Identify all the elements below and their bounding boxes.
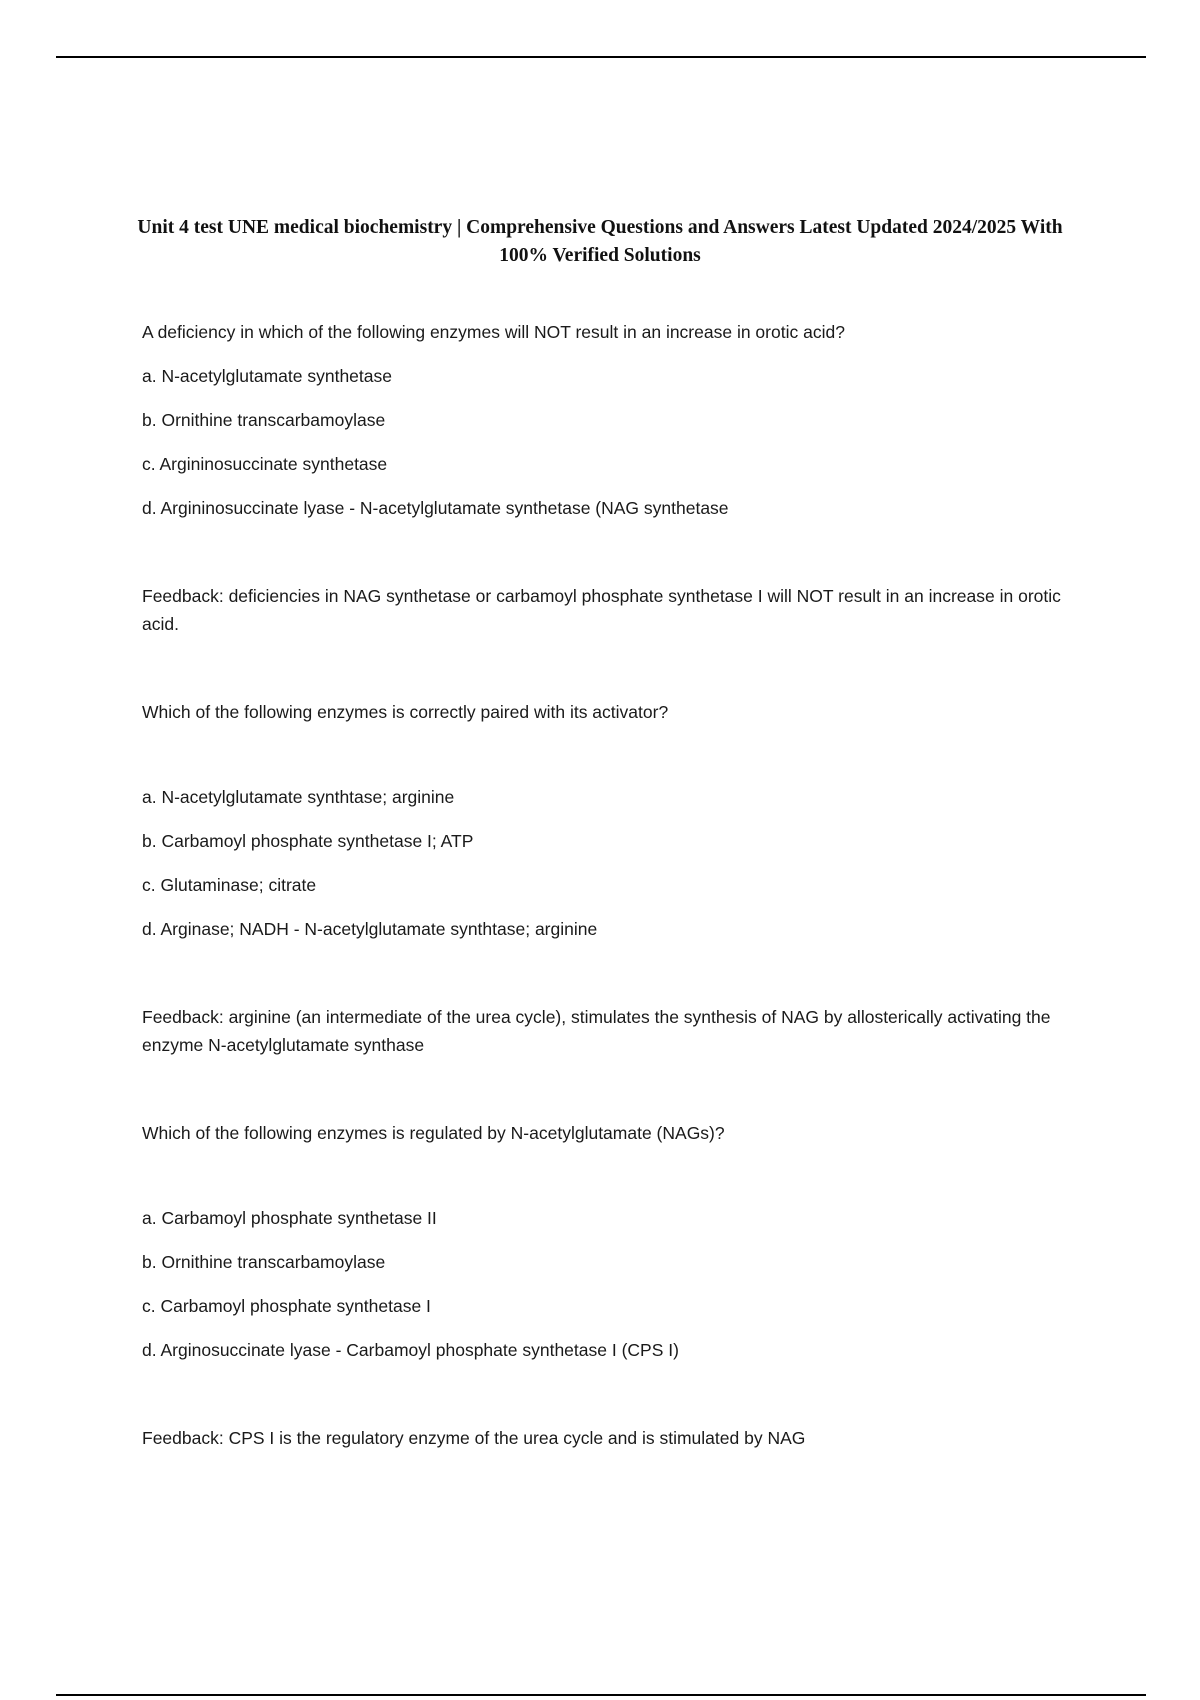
answer-option: d. Arginosuccinate lyase - Carbamoyl phosphate synthetase I (CPS I): [142, 1340, 679, 1360]
document-body: [142, 318, 1062, 1512]
bottom-rule: [56, 1694, 1146, 1696]
top-rule: [56, 56, 1146, 58]
answer-options: [142, 362, 1062, 522]
answer-options: [142, 783, 1062, 943]
answer-option: b. Carbamoyl phosphate synthetase I; ATP: [142, 831, 474, 851]
question-stem: Which of the following enzymes is regulated by N-acetylglutamate (NAGs)?: [142, 1123, 725, 1143]
question-block: [142, 318, 1062, 638]
document-title: Unit 4 test UNE medical biochemistry | Comprehensive Questions and Answers Latest Updated 2024/2025 With 100% Verified Solutions: [137, 217, 1063, 266]
answer-option: a. Carbamoyl phosphate synthetase II: [142, 1208, 437, 1228]
answer-option: b. Ornithine transcarbamoylase: [142, 1252, 386, 1272]
answer-option: a. N-acetylglutamate synthetase: [142, 366, 392, 386]
answer-option: c. Argininosuccinate synthetase: [142, 454, 388, 474]
answer-option: b. Ornithine transcarbamoylase: [142, 410, 386, 430]
question-block: [142, 698, 1062, 1059]
answer-option: d. Argininosuccinate lyase - N-acetylglutamate synthetase (NAG synthetase: [142, 498, 729, 518]
feedback-text: Feedback: deficiencies in NAG synthetase or carbamoyl phosphate synthetase I will NOT result in an increase in orotic acid.: [142, 586, 1061, 634]
feedback-text: Feedback: CPS I is the regulatory enzyme of the urea cycle and is stimulated by NAG: [142, 1428, 806, 1448]
answer-option: c. Carbamoyl phosphate synthetase I: [142, 1296, 431, 1316]
question-stem: A deficiency in which of the following enzymes will NOT result in an increase in orotic acid?: [142, 322, 845, 342]
answer-option: d. Arginase; NADH - N-acetylglutamate synthtase; arginine: [142, 919, 598, 939]
answer-options: [142, 1204, 1062, 1364]
feedback-text: Feedback: arginine (an intermediate of the urea cycle), stimulates the synthesis of NAG by allosterically activating the enzyme N-acetylglutamate synthase: [142, 1007, 1051, 1055]
question-block: [142, 1119, 1062, 1452]
answer-option: a. N-acetylglutamate synthtase; arginine: [142, 787, 455, 807]
answer-option: c. Glutaminase; citrate: [142, 875, 317, 895]
question-stem: Which of the following enzymes is correctly paired with its activator?: [142, 702, 669, 722]
